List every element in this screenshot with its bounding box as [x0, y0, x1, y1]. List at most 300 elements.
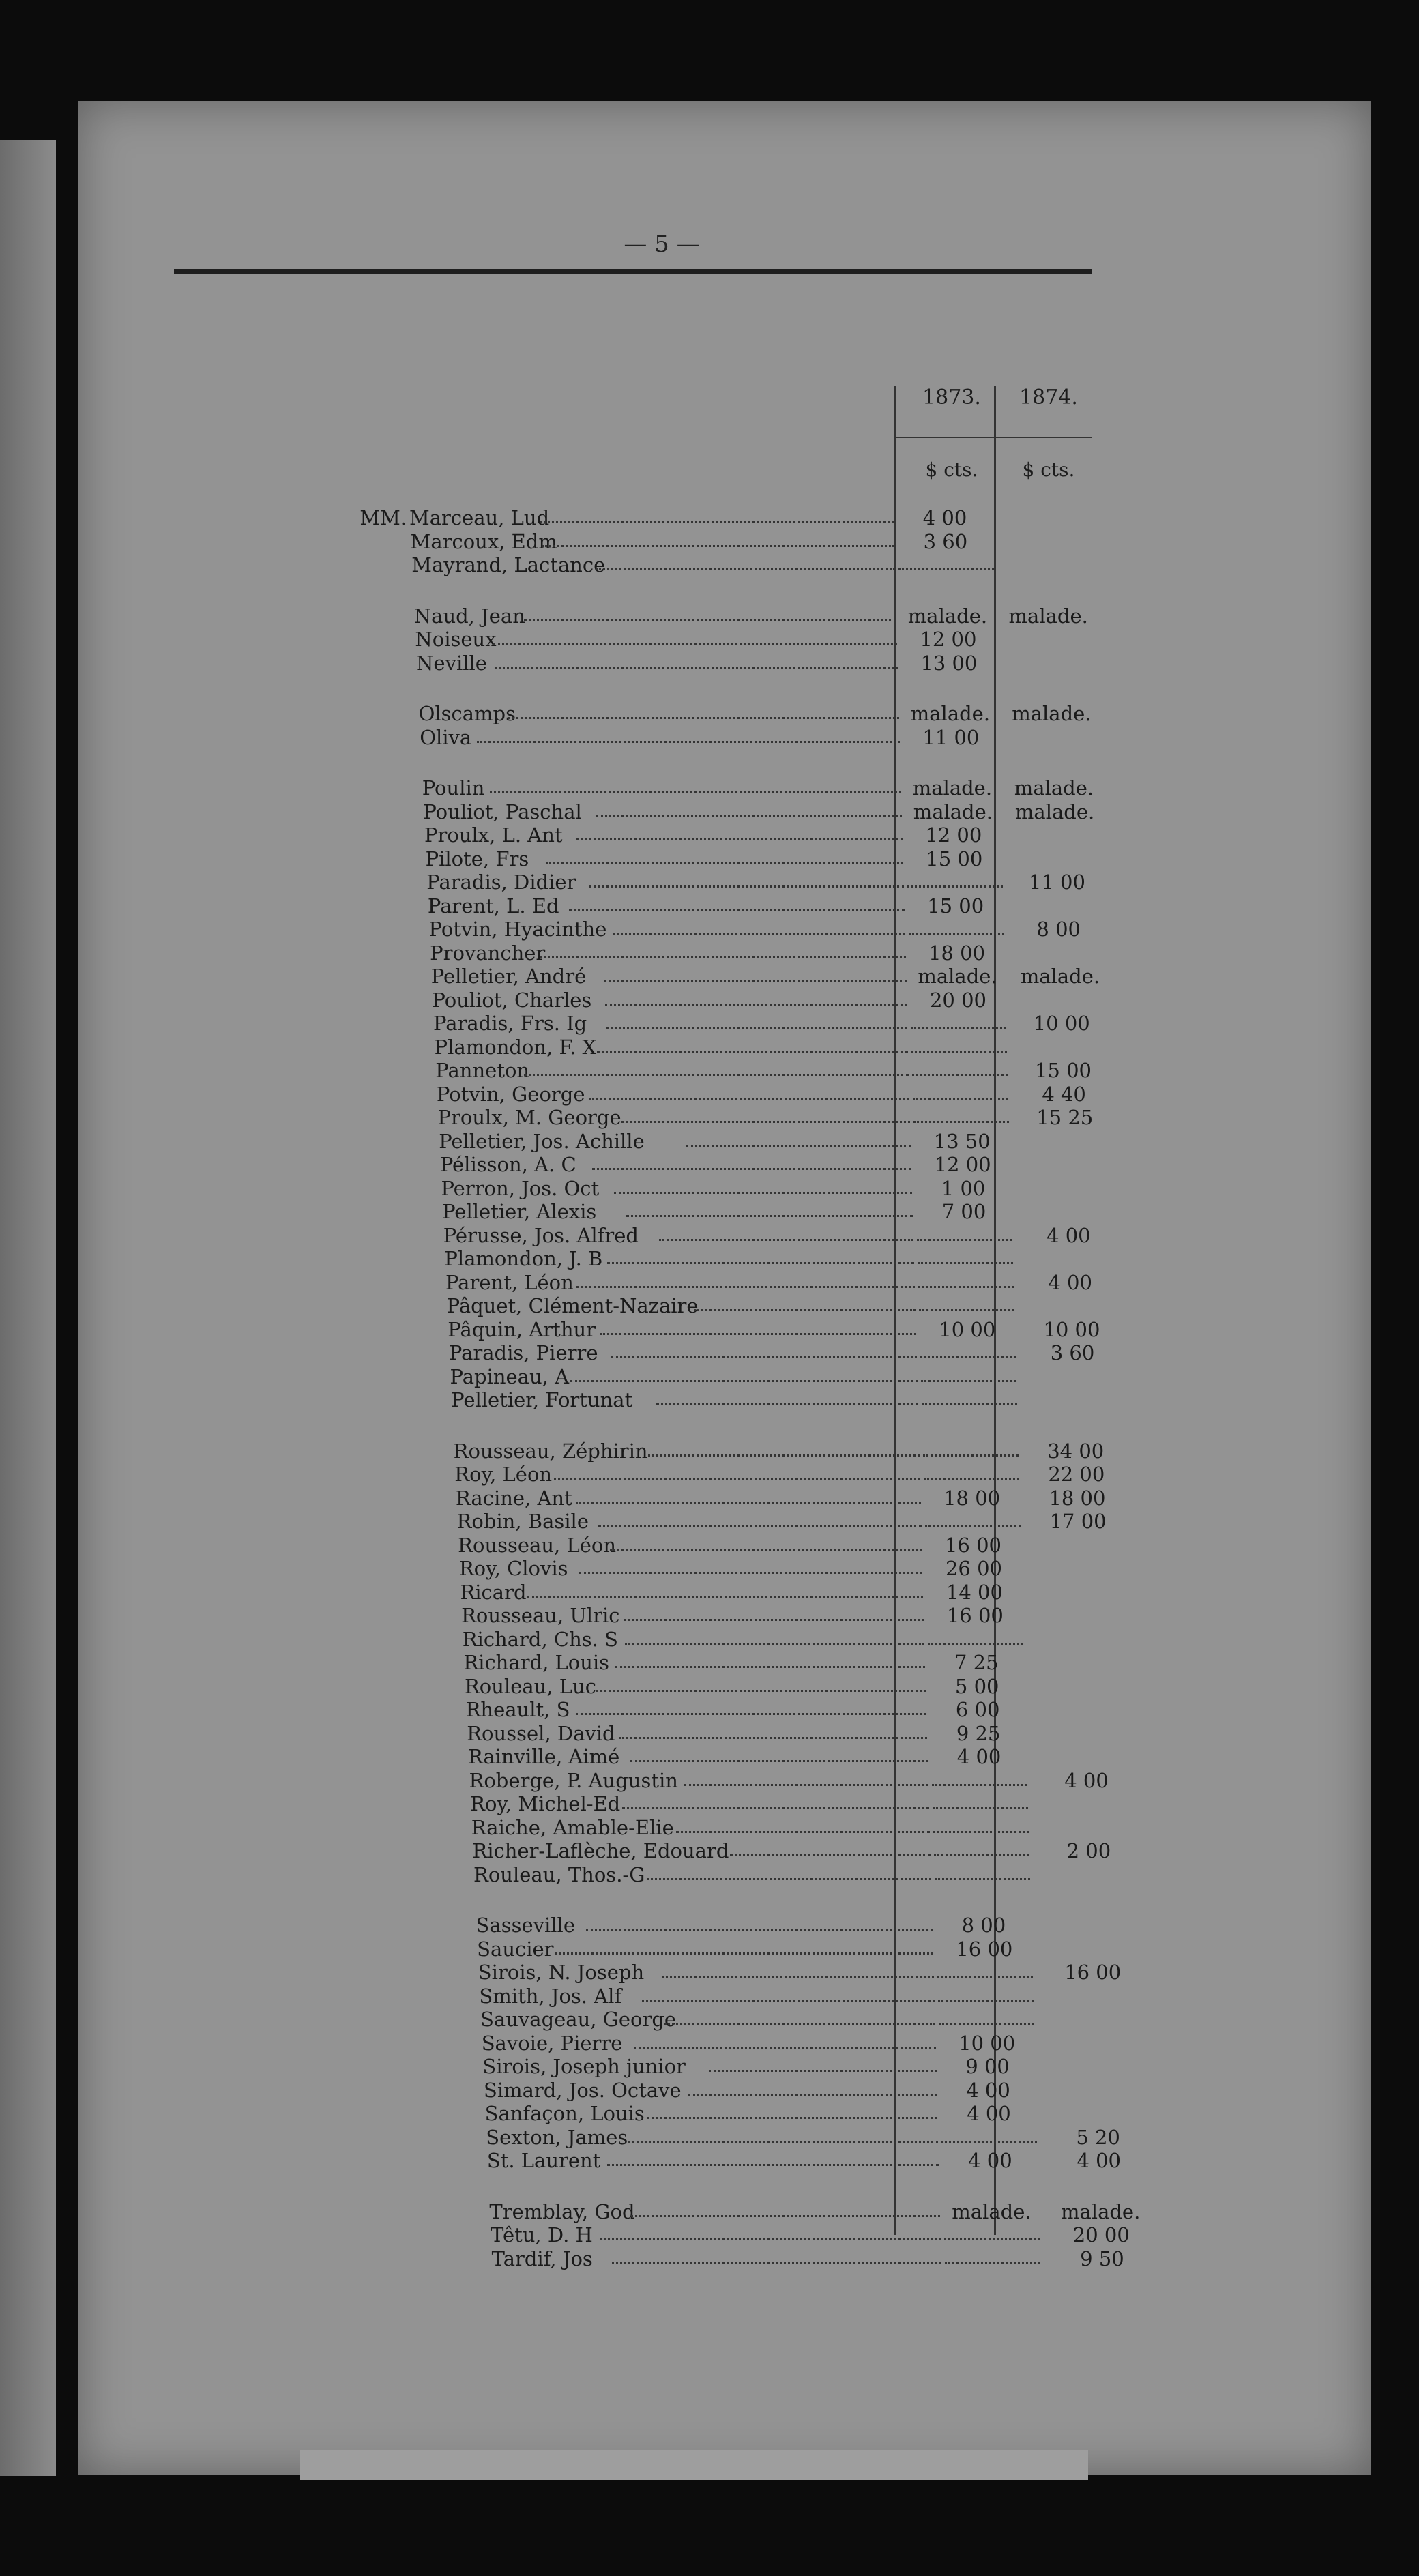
table-row — [492, 2247, 1157, 2270]
amount-1873: malade. — [913, 800, 993, 823]
leader-dots — [589, 1098, 909, 1100]
entry-name: Provancher — [430, 941, 546, 965]
leader-dots — [546, 862, 903, 864]
amount-1873: 16 00 — [946, 1604, 1004, 1627]
entry-name: Pilote, Frs — [425, 847, 529, 870]
amount-1873: 4 00 — [922, 506, 967, 529]
blank-leader-1873 — [918, 1286, 1014, 1288]
header-rule — [174, 269, 1092, 274]
leader-dots — [598, 1525, 922, 1527]
blank-leader-1873 — [945, 2262, 1040, 2264]
blank-leader-1873 — [923, 1454, 1019, 1457]
leader-dots — [495, 667, 898, 669]
table-row — [443, 1224, 1124, 1247]
entry-name: Parent, L. Ed — [427, 894, 559, 918]
leader-dots — [600, 1333, 916, 1335]
blank-leader-1873 — [934, 1854, 1029, 1856]
table-row — [423, 800, 1109, 823]
leader-dots — [607, 1262, 914, 1264]
amount-1873: malade. — [952, 2199, 1032, 2223]
blank-leader-1873 — [925, 1525, 1021, 1527]
amount-1873: 11 00 — [922, 725, 980, 749]
leader-dots — [607, 2164, 939, 2166]
table-row — [456, 1487, 1132, 1510]
leader-dots — [656, 1403, 918, 1405]
blank-leader-1873 — [917, 1239, 1012, 1241]
entry-name: Sirois, Joseph junior — [482, 2055, 686, 2078]
leader-dots — [628, 2141, 939, 2143]
amount-1874: 15 00 — [1034, 1059, 1092, 1082]
leader-dots — [508, 717, 899, 719]
entry-name: Richard, Chs. S — [462, 1627, 618, 1651]
leader-dots — [524, 1074, 909, 1076]
leader-dots — [631, 2215, 941, 2217]
amount-1873: 15 00 — [927, 894, 984, 918]
page-strip — [300, 2450, 1088, 2480]
blank-leader-1873 — [912, 1074, 1008, 1076]
amount-1873: 14 00 — [946, 1580, 1003, 1604]
amount-1873: 6 00 — [955, 1698, 1000, 1721]
leader-dots — [709, 2070, 937, 2072]
leader-dots — [569, 909, 904, 911]
entry-name: Tardif, Jos — [491, 2246, 593, 2270]
table-row — [419, 702, 1107, 725]
left-page-edge — [0, 140, 56, 2476]
leader-dots — [542, 545, 894, 547]
unit-1874: $ cts. — [1022, 458, 1075, 481]
amount-1873: 16 00 — [944, 1533, 1002, 1557]
entry-name: Rouleau, Thos.-G — [473, 1862, 645, 1886]
entry-name: Pâquet, Clément-Nazaire — [446, 1294, 699, 1317]
entry-name: Sexton, James — [486, 2125, 628, 2149]
table-row — [432, 989, 1115, 1012]
blank-leader-1873 — [911, 1051, 1007, 1053]
mm-prefix: MM. — [360, 506, 407, 529]
leader-dots — [664, 2023, 935, 2025]
amount-1874: 4 00 — [1077, 2149, 1122, 2172]
leader-dots — [676, 1831, 930, 1833]
leader-dots — [647, 1878, 931, 1880]
leader-dots — [597, 1051, 908, 1053]
blank-leader-1873 — [919, 1309, 1014, 1311]
blank-leader-1873 — [921, 1380, 1016, 1382]
entry-name: Parent, Léon — [445, 1270, 574, 1294]
page-number: — 5 — — [624, 231, 700, 258]
entry-name: Pelletier, Jos. Achille — [439, 1129, 645, 1153]
leader-dots — [490, 791, 901, 793]
table-row — [435, 1059, 1117, 1082]
table-row — [422, 776, 1109, 800]
leader-dots — [614, 1192, 912, 1194]
table-row — [426, 870, 1111, 894]
table-row — [442, 1200, 1122, 1223]
leader-dots — [622, 1807, 929, 1809]
entry-name: Rousseau, Léon — [458, 1533, 617, 1557]
amount-1873: 13 50 — [933, 1129, 991, 1153]
leader-dots — [600, 2238, 941, 2240]
leader-dots — [477, 741, 900, 743]
amount-1874: 5 20 — [1076, 2125, 1120, 2149]
entry-name: Rouleau, Luc — [464, 1674, 596, 1698]
entry-name: Richer-Laflèche, Edouard — [472, 1839, 729, 1862]
table-row — [441, 1177, 1122, 1200]
leader-dots — [648, 1454, 920, 1457]
leader-dots — [615, 1666, 925, 1668]
amount-1873: 18 00 — [943, 1486, 1001, 1510]
entry-name: Roberge, P. Augustin — [469, 1768, 678, 1792]
leader-dots — [684, 1784, 928, 1786]
blank-leader-1873 — [920, 1356, 1016, 1358]
table-row — [416, 652, 1105, 675]
amount-1873: 10 00 — [959, 2031, 1016, 2055]
table-row — [420, 726, 1107, 749]
entry-name: Têtu, D. H — [491, 2223, 593, 2246]
table-row — [457, 1510, 1133, 1533]
table-row — [431, 965, 1115, 988]
leader-dots — [554, 1478, 920, 1480]
leader-dots — [630, 1760, 928, 1762]
blank-leader-1873 — [935, 1878, 1030, 1880]
entry-name: Pouliot, Charles — [432, 988, 592, 1012]
leader-dots — [592, 1168, 911, 1170]
entry-name: Pouliot, Paschal — [423, 800, 582, 823]
table-row — [482, 2055, 1150, 2078]
amount-1874: 4 00 — [1047, 1223, 1091, 1247]
amount-1874: 15 25 — [1036, 1106, 1094, 1129]
table-row — [463, 1628, 1137, 1651]
entry-name: Naud, Jean — [413, 604, 525, 628]
amount-1873: 8 00 — [961, 1914, 1006, 1937]
amount-1873: malade. — [912, 776, 993, 800]
amount-1873: 15 00 — [926, 847, 983, 870]
entry-name: Paradis, Pierre — [448, 1341, 598, 1364]
table-row — [449, 1341, 1127, 1364]
amount-1874: 11 00 — [1028, 870, 1085, 894]
leader-dots — [596, 815, 902, 817]
entry-name: Paradis, Didier — [426, 870, 576, 894]
leader-dots — [659, 1239, 913, 1241]
amount-1873: 16 00 — [956, 1937, 1013, 1961]
leader-dots — [579, 1572, 922, 1574]
entry-name: Rainville, Aimé — [467, 1745, 620, 1768]
blank-leader-1873 — [913, 1098, 1008, 1100]
column-header-rule — [894, 437, 1092, 438]
entry-name: Plamondon, F. X — [434, 1035, 597, 1059]
amount-1873: 5 00 — [954, 1674, 999, 1698]
table-row — [469, 1769, 1141, 1792]
table-row — [414, 604, 1103, 628]
amount-1873: 20 00 — [929, 988, 986, 1012]
entry-name: Roy, Michel-Ed — [470, 1792, 621, 1815]
amount-1873: 7 25 — [954, 1651, 999, 1674]
amount-1873: 12 00 — [925, 823, 982, 847]
blank-leader-1873 — [937, 1976, 1033, 1978]
entry-name: Noiseux — [415, 628, 497, 651]
table-row — [465, 1675, 1138, 1698]
year-1874-header: 1874. — [1019, 385, 1078, 409]
amount-1874: malade. — [1020, 965, 1100, 988]
leader-dots — [626, 1215, 913, 1217]
entry-name: Simard, Jos. Octave — [483, 2078, 682, 2102]
blank-leader-1873 — [932, 1784, 1027, 1786]
entry-name: Oliva — [420, 725, 472, 749]
leader-dots — [589, 886, 904, 888]
entry-name: Rousseau, Ulric — [461, 1604, 620, 1627]
entry-name: Sirois, N. Joseph — [478, 1961, 645, 1984]
amount-1874: malade. — [1014, 776, 1094, 800]
entry-name: Tremblay, God — [489, 2199, 635, 2223]
table-row — [360, 506, 1100, 529]
table-row — [459, 1557, 1135, 1580]
entry-name: Marcoux, Edm — [410, 529, 557, 553]
table-row — [445, 1271, 1125, 1294]
table-row — [479, 1985, 1147, 2008]
table-row — [482, 2032, 1150, 2055]
leader-dots — [694, 1309, 916, 1311]
leader-dots — [555, 1952, 933, 1955]
table-row — [444, 1247, 1124, 1270]
blank-leader-1873 — [918, 1262, 1013, 1264]
entry-name: Smith, Jos. Alf — [479, 1984, 622, 2008]
leader-dots — [625, 1643, 924, 1645]
blank-leader-1873 — [898, 568, 994, 570]
entry-name: Neville — [416, 651, 487, 675]
entry-name: Pelletier, Fortunat — [451, 1388, 633, 1411]
table-row — [471, 1816, 1143, 1839]
blank-leader-1873 — [939, 2023, 1034, 2025]
entry-name: Pelletier, Alexis — [442, 1200, 597, 1223]
table-row — [448, 1318, 1126, 1341]
amount-1874: 18 00 — [1049, 1486, 1106, 1510]
leader-dots — [613, 933, 905, 935]
entry-name: Marceau, Lud — [409, 506, 550, 529]
table-row — [426, 847, 1111, 870]
amount-1873: 4 00 — [968, 2149, 1012, 2172]
amount-1874: 17 00 — [1049, 1510, 1107, 1533]
year-1873-header: 1873. — [922, 385, 981, 409]
table-row — [411, 553, 1101, 576]
table-row — [463, 1651, 1137, 1674]
table-row — [439, 1130, 1120, 1153]
leader-dots — [610, 1549, 922, 1551]
leader-dots — [686, 1145, 911, 1147]
amount-1874: malade. — [1014, 800, 1095, 823]
amount-1874: 10 00 — [1033, 1012, 1090, 1035]
amount-1874: 34 00 — [1047, 1439, 1105, 1463]
entry-name: Sanfaçon, Louis — [484, 2102, 645, 2125]
unit-1873: $ cts. — [925, 458, 978, 481]
table-row — [491, 2223, 1156, 2246]
entry-name: Racine, Ant — [455, 1486, 572, 1510]
amount-1874: 2 00 — [1066, 1839, 1111, 1862]
amount-1874: 3 60 — [1050, 1341, 1095, 1364]
table-row — [467, 1722, 1139, 1745]
entry-name: Robin, Basile — [456, 1510, 589, 1533]
amount-1873: 10 00 — [939, 1317, 996, 1341]
table-row — [411, 530, 1100, 553]
leader-dots — [730, 1854, 931, 1856]
table-row — [478, 1961, 1147, 1984]
table-row — [460, 1581, 1135, 1604]
table-row — [458, 1534, 1133, 1557]
entry-name: Mayrand, Lactance — [411, 553, 606, 576]
entry-name: Potvin, George — [436, 1082, 585, 1106]
leader-dots — [634, 2047, 936, 2049]
leader-dots — [619, 1737, 927, 1739]
blank-leader-1873 — [933, 1831, 1029, 1833]
amount-1873: 9 25 — [956, 1721, 1001, 1745]
amount-1874: 4 00 — [1064, 1768, 1109, 1792]
table-row — [484, 2079, 1151, 2102]
leader-dots — [596, 1690, 926, 1692]
table-row — [415, 628, 1103, 651]
leader-dots — [540, 956, 905, 958]
entry-name: Pélisson, A. C — [439, 1153, 576, 1176]
amount-1873: 26 00 — [945, 1557, 1002, 1580]
leader-dots — [586, 1929, 933, 1931]
entry-name: Pelletier, André — [430, 965, 587, 988]
table-row — [435, 1036, 1117, 1059]
blank-leader-1873 — [911, 1027, 1006, 1029]
leader-dots — [611, 1356, 916, 1358]
entry-name: Papineau, A — [450, 1364, 570, 1388]
blank-leader-1873 — [913, 1121, 1009, 1123]
amount-1873: 3 60 — [923, 529, 968, 553]
blank-leader-1873 — [922, 1403, 1017, 1405]
leader-dots — [624, 1619, 924, 1621]
amount-1874: malade. — [1008, 604, 1088, 628]
blank-leader-1873 — [938, 2000, 1034, 2002]
blank-leader-1873 — [909, 933, 1004, 935]
entry-name: Proulx, M. George — [437, 1106, 621, 1129]
table-row — [480, 2008, 1149, 2031]
table-row — [454, 1463, 1131, 1486]
blank-leader-1873 — [944, 2238, 1040, 2240]
blank-leader-1873 — [928, 1643, 1023, 1645]
amount-1873: 9 00 — [965, 2055, 1010, 2078]
leader-dots — [576, 1502, 920, 1504]
table-row — [454, 1439, 1130, 1463]
leader-dots — [596, 568, 895, 570]
entry-name: Sauvageau, George — [480, 2008, 677, 2031]
leader-dots — [688, 2094, 937, 2096]
table-row — [440, 1153, 1121, 1176]
leader-dots — [642, 2000, 935, 2002]
table-row — [430, 941, 1114, 965]
amount-1874: 20 00 — [1072, 2223, 1130, 2246]
amount-1874: 4 00 — [1048, 1270, 1092, 1294]
table-row — [428, 894, 1113, 918]
amount-1874: 4 40 — [1042, 1082, 1086, 1106]
entry-name: Panneton — [435, 1059, 530, 1082]
leader-dots — [605, 1004, 907, 1006]
leader-dots — [576, 1286, 915, 1288]
entry-name: Rousseau, Zéphirin — [453, 1439, 648, 1463]
amount-1873: malade. — [907, 604, 988, 628]
entry-name: Potvin, Hyacinthe — [428, 918, 607, 941]
blank-leader-1873 — [907, 886, 1003, 888]
leader-dots — [576, 1713, 927, 1715]
table-row — [476, 1914, 1146, 1937]
table-row — [472, 1839, 1143, 1862]
amount-1873: 18 00 — [928, 941, 986, 965]
table-row — [433, 1012, 1116, 1035]
entry-name: Richard, Louis — [463, 1651, 610, 1674]
amount-1874: malade. — [1012, 702, 1092, 725]
leader-dots — [493, 643, 897, 645]
table-row — [489, 2200, 1155, 2223]
table-row — [451, 1388, 1128, 1411]
table-row — [438, 1106, 1120, 1129]
entry-name: Plamondon, J. B — [444, 1247, 603, 1270]
table-row — [470, 1792, 1142, 1815]
amount-1873: 4 00 — [966, 2078, 1010, 2102]
entry-name: St. Laurent — [486, 2149, 601, 2172]
blank-leader-1873 — [941, 2141, 1037, 2143]
amount-1874: 16 00 — [1064, 1961, 1122, 1984]
amount-1873: 4 00 — [967, 2102, 1011, 2125]
entry-name: Paradis, Frs. Ig — [433, 1012, 587, 1035]
table-row — [473, 1863, 1144, 1886]
table-row — [450, 1365, 1128, 1388]
entry-name: Roussel, David — [467, 1721, 615, 1745]
entry-name: Roy, Clovis — [458, 1557, 568, 1580]
entry-name: Ricard — [460, 1580, 527, 1604]
amount-1873: malade. — [910, 702, 991, 725]
leader-dots — [527, 1596, 923, 1598]
amount-1873: 13 00 — [920, 651, 978, 675]
amount-1874: malade. — [1061, 2199, 1141, 2223]
table-row — [437, 1083, 1119, 1106]
entry-name: Proulx, L. Ant — [424, 823, 563, 847]
entry-name: Saucier — [477, 1937, 554, 1961]
amount-1873: 4 00 — [956, 1745, 1001, 1768]
leader-dots — [606, 1027, 907, 1029]
amount-1873: malade. — [918, 965, 997, 988]
amount-1874: 22 00 — [1048, 1463, 1105, 1486]
leader-dots — [524, 619, 896, 621]
entry-name: Savoie, Pierre — [481, 2031, 623, 2055]
entry-name: Olscamps — [418, 702, 516, 725]
entry-name: Poulin — [422, 776, 485, 800]
table-row — [447, 1294, 1126, 1317]
entry-name: Raiche, Amable-Elie — [471, 1815, 674, 1839]
entry-name: Roy, Léon — [454, 1463, 553, 1486]
leader-dots — [540, 521, 894, 523]
table-row — [485, 2102, 1152, 2125]
leader-dots — [570, 1380, 918, 1382]
leader-dots — [612, 2262, 941, 2264]
table-row — [466, 1698, 1139, 1721]
leader-dots — [604, 980, 907, 982]
table-row — [487, 2149, 1154, 2172]
amount-1873: 1 00 — [941, 1176, 986, 1200]
leader-dots — [621, 1121, 910, 1123]
amount-1874: 10 00 — [1043, 1317, 1100, 1341]
table-row — [424, 823, 1110, 847]
entry-name: Sasseville — [476, 1914, 575, 1937]
amount-1874: 8 00 — [1036, 918, 1081, 941]
leader-dots — [662, 1976, 933, 1978]
table-row — [486, 2126, 1152, 2149]
amount-1873: 7 00 — [941, 1200, 986, 1223]
table-row — [429, 918, 1113, 941]
table-row — [461, 1604, 1136, 1627]
entry-name: Perron, Jos. Oct — [441, 1176, 600, 1200]
entry-name: Pérusse, Jos. Alfred — [443, 1223, 639, 1247]
blank-leader-1873 — [933, 1807, 1028, 1809]
leader-dots — [576, 838, 903, 840]
